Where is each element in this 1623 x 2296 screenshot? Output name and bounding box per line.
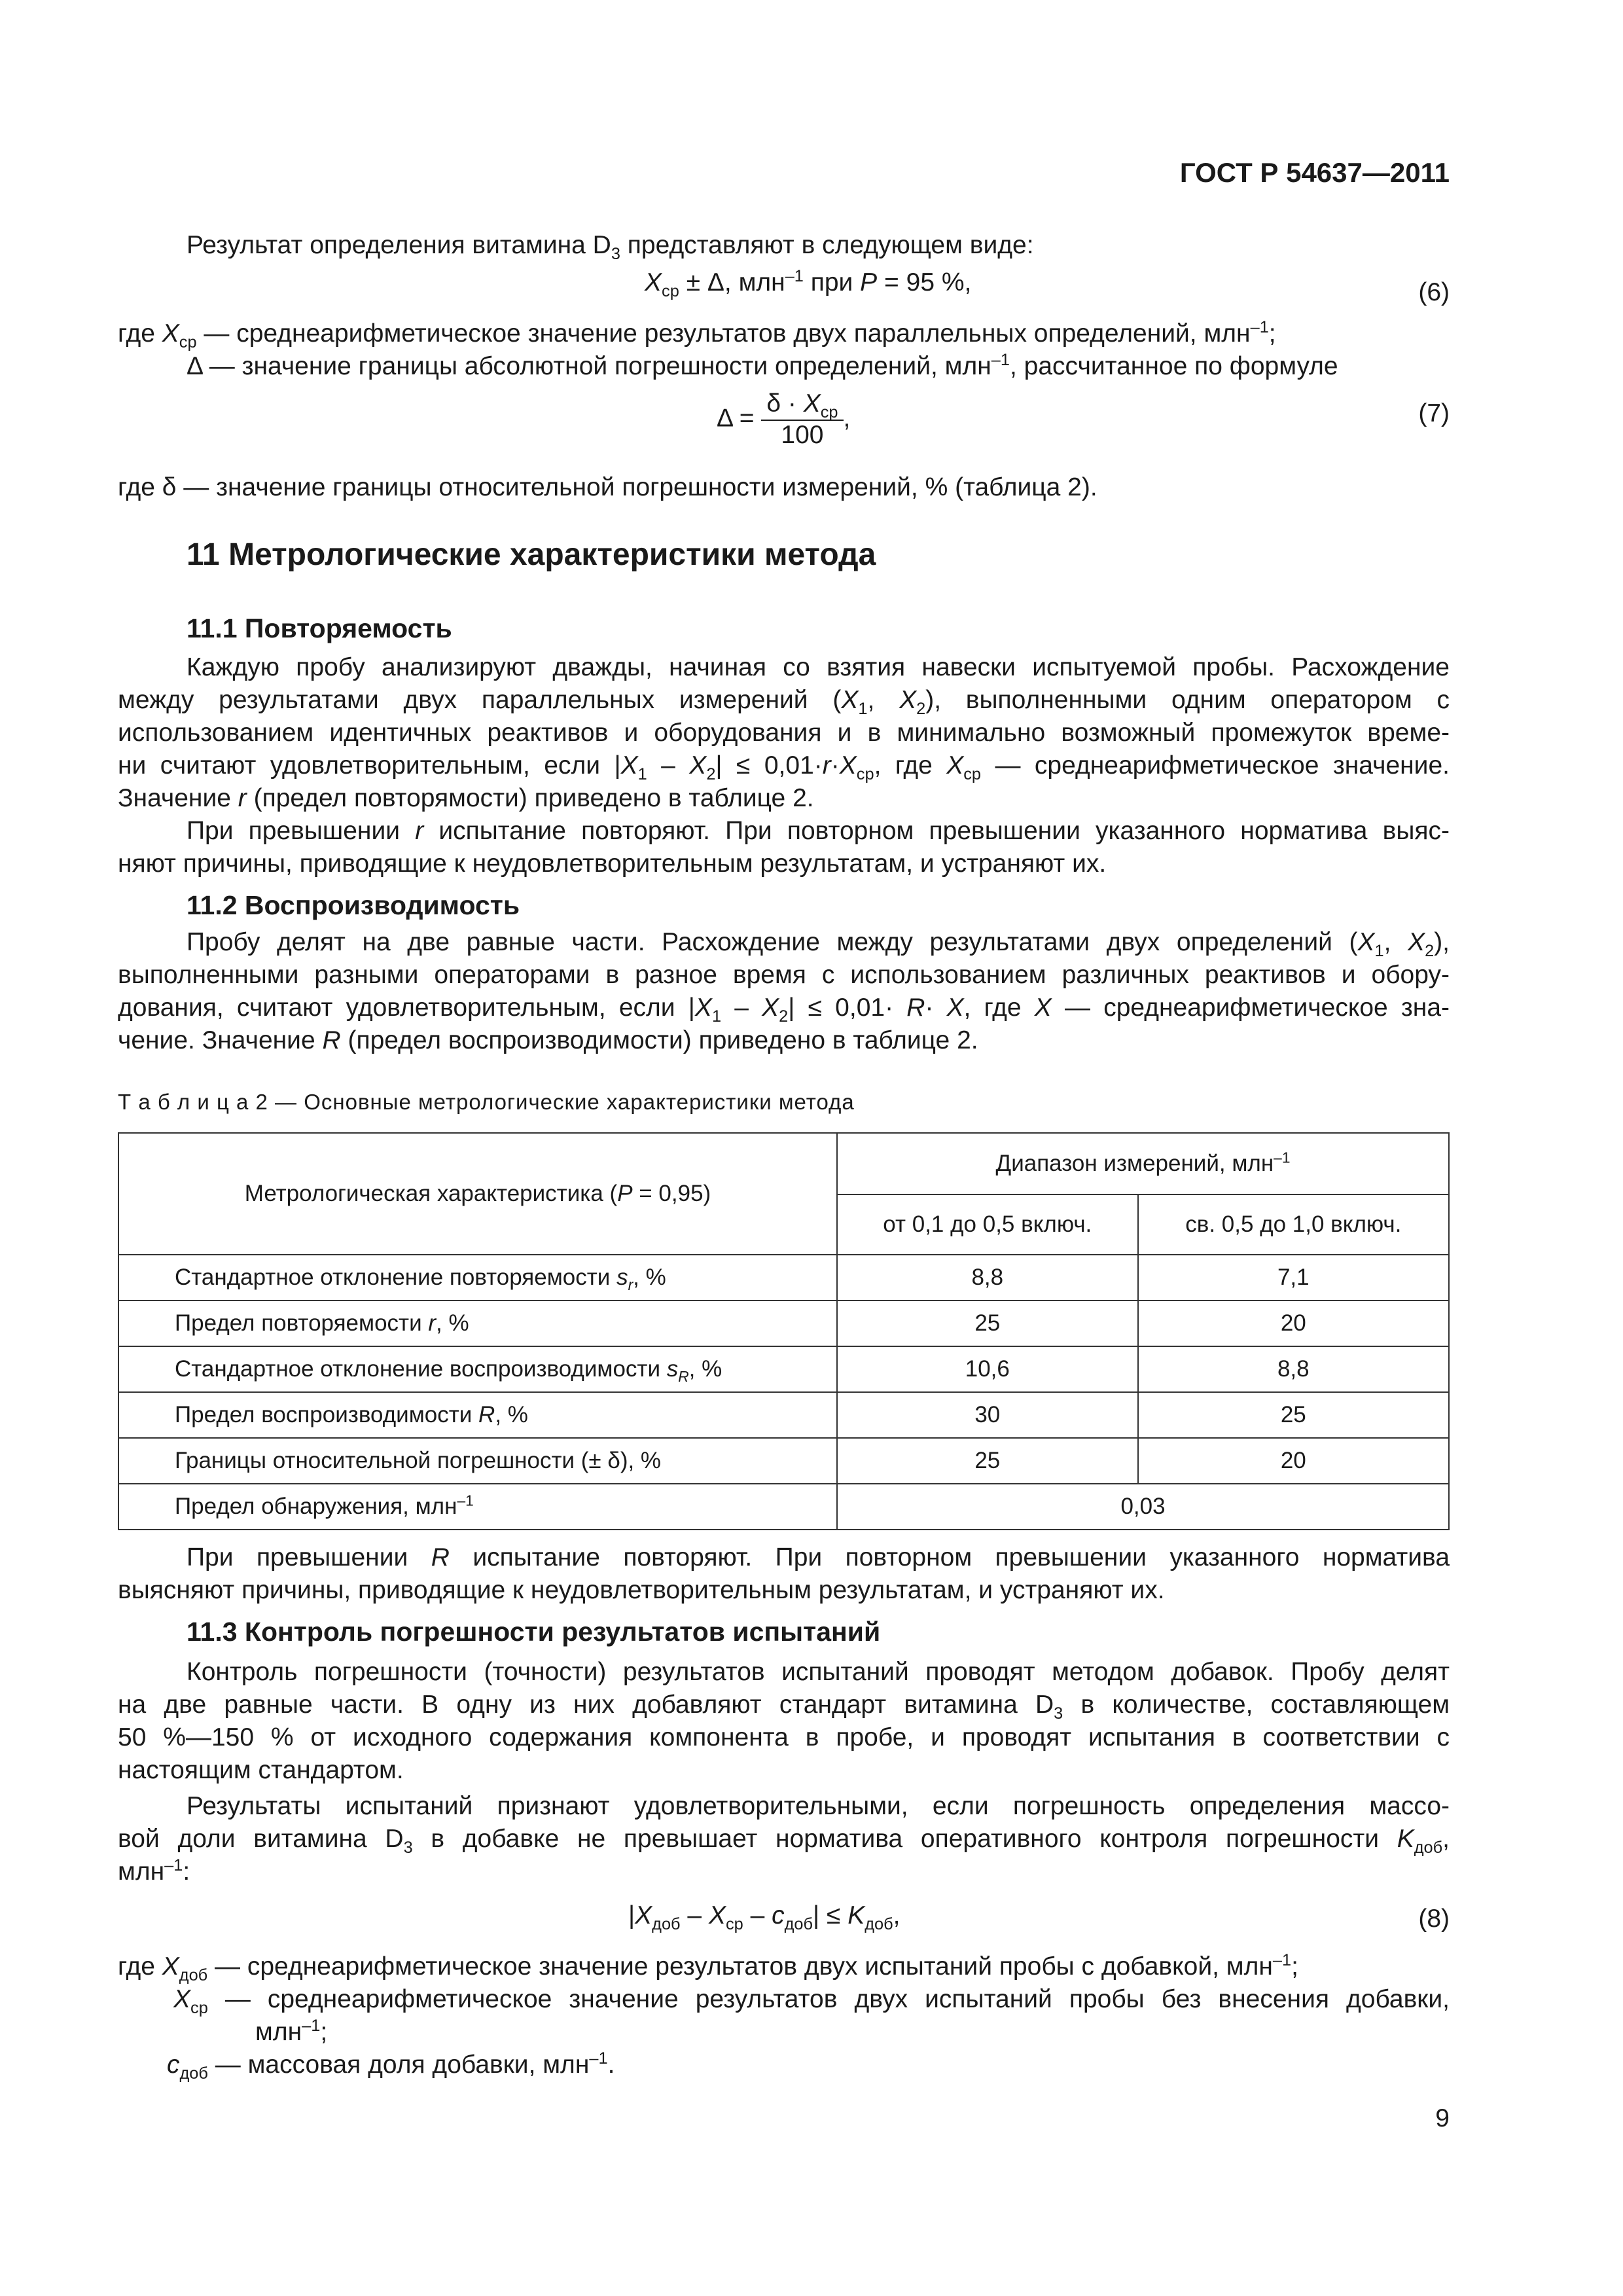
s11-1-line-7: няют причины, приводящие к неудовлетворительным результатам, и устраняют их. — [118, 850, 1107, 878]
where-delta: Δ — значение границы абсолютной погрешности определений, млн$^{-1}$, рассчитанное по формуле — [187, 351, 1338, 380]
s11-3-line-5: Результаты испытаний признают удовлетворительными, если погрешность определения массо- — [187, 1792, 1450, 1820]
s11-2-line-2: выполненными разными операторами в разное время с использованием различных реактивов и обору- — [118, 961, 1450, 989]
s11-2-line-4: чение. Значение R (предел воспроизводимости) приведено в таблице 2. — [118, 1026, 978, 1054]
s11-3-line-7: млн$^{-1}$: — [118, 1856, 190, 1886]
table-2 — [118, 1132, 1450, 1530]
s11-3-line-2: на две равные части. В одну из них добавляют стандарт витамина $D_3$ в количестве, составляющем — [118, 1691, 1450, 1723]
s11-3-line-4: настоящим стандартом. — [118, 1756, 404, 1784]
table-row — [118, 1300, 1449, 1346]
s11-1-line-4: ни считают удовлетворительным, если $|X_1 - X_2| \le 0,01\cdot r\cdot X_{ср}$, где $X_{ср}$ — среднеарифметическое значение. — [118, 751, 1450, 783]
table-row — [118, 1438, 1449, 1484]
formula-6-number: (6) — [1418, 278, 1450, 306]
table-row — [118, 1346, 1449, 1392]
section-11-2-title: 11.2 Воспроизводимость — [187, 890, 520, 920]
row-value-2: 7,1 — [1138, 1255, 1449, 1300]
row-value-2: 20 — [1138, 1438, 1449, 1484]
after-table-line-1: При превышении R испытание повторяют. При повторном превышении указанного норматива — [187, 1543, 1450, 1571]
row-name: Предел воспроизводимости R, % — [118, 1392, 837, 1438]
s11-1-line-2: между результатами двух параллельных измерений ($X_1$, $X_2$), выполненными одним оператором с — [118, 686, 1450, 718]
formula-7-number: (7) — [1418, 399, 1450, 427]
table-row — [118, 1392, 1449, 1438]
where-xdob: где $X_{доб}$ — среднеарифметическое значение результатов двух испытаний пробы с добавкой, млн$^{-1}$; — [118, 1951, 1298, 1984]
s11-1-line-3: использованием идентичных реактивов и оборудования и в минимально возможный промежуток време- — [118, 719, 1450, 747]
where-small-delta: где δ — значение границы относительной погрешности измерений, % (таблица 2). — [118, 473, 1097, 501]
section-11-title: 11 Метрологические характеристики метода — [187, 537, 876, 572]
page-number: 9 — [1435, 2104, 1450, 2132]
section-11-1-title: 11.1 Повторяемость — [187, 613, 452, 643]
row-value-2: 20 — [1138, 1300, 1449, 1346]
s11-2-line-3: дования, считают удовлетворительным, если $|X_1 - X_2| \le 0,01\cdot R\cdot X$, где X — среднеарифметическое зна- — [118, 994, 1450, 1026]
s11-1-line-1: Каждую пробу анализируют дважды, начиная со взятия навески испытуемой пробы. Расхождение — [187, 653, 1450, 681]
formula-8: $|X_{доб} - X_{ср} - c_{доб}| \le K_{доб}$, — [628, 1901, 901, 1933]
standard-code: ГОСТ Р 54637—2011 — [1179, 157, 1450, 188]
row-name: Предел обнаружения, млн$^{-1}$ — [118, 1484, 837, 1530]
table-head-characteristic: Метрологическая характеристика (P = 0,95) — [118, 1133, 837, 1255]
row-name: Предел повторяемости r, % — [118, 1300, 837, 1346]
where-xcp: где $X_{ср}$ — среднеарифметическое значение результатов двух параллельных определений, млн$^{-1}$; — [118, 318, 1276, 351]
table-row — [118, 1255, 1449, 1300]
row-value-1: 30 — [837, 1392, 1138, 1438]
where-xcp-2-cont: млн$^{-1}$; — [255, 2017, 328, 2046]
row-value-merged: 0,03 — [837, 1484, 1449, 1530]
formula-7: Δ = $\frac{\delta \cdot X_{ср}}{100}$ , — [717, 389, 851, 449]
row-name: Стандартное отклонение повторяемости $s_r$, % — [118, 1255, 837, 1300]
where-xcp-2: $X_{ср}$ — среднеарифметическое значение результатов двух испытаний пробы без внесения добавки, — [173, 1985, 1450, 2017]
row-name: Стандартное отклонение воспроизводимости $s_R$, % — [118, 1346, 837, 1392]
formula-6: $X_{ср} \pm \Delta$, млн$^{-1}$ при P = 95 %, — [645, 267, 972, 300]
row-value-1: 25 — [837, 1438, 1138, 1484]
table-head-range-1: от 0,1 до 0,5 включ. — [837, 1194, 1138, 1255]
row-value-2: 25 — [1138, 1392, 1449, 1438]
after-table-line-2: выясняют причины, приводящие к неудовлетворительным результатам, и устраняют их. — [118, 1576, 1165, 1604]
row-value-2: 8,8 — [1138, 1346, 1449, 1392]
s11-3-line-6: вой доли витамина $D_3$ в добавке не превышает норматива оперативного контроля погрешности $K_{доб}$, — [118, 1825, 1450, 1857]
intro-line: Результат определения витамина $D_3$ представляют в следующем виде: — [187, 231, 1034, 263]
s11-3-line-1: Контроль погрешности (точности) результатов испытаний проводят методом добавок. Пробу делят — [187, 1658, 1450, 1686]
table-2-caption: Т а б л и ц а 2 — Основные метрологические характеристики метода — [118, 1090, 855, 1114]
s11-1-line-6: При превышении r испытание повторяют. При повторном превышении указанного норматива выяс- — [187, 817, 1450, 845]
s11-2-line-1: Пробу делят на две равные части. Расхождение между результатами двух определений ($X_1$, $X_2$), — [187, 928, 1450, 960]
row-value-1: 8,8 — [837, 1255, 1138, 1300]
s11-1-line-5: Значение r (предел повторямости) приведено в таблице 2. — [118, 784, 814, 812]
row-value-1: 25 — [837, 1300, 1138, 1346]
table-row — [118, 1484, 1449, 1530]
formula-8-number: (8) — [1418, 1905, 1450, 1933]
row-name: Границы относительной погрешности (± δ), % — [118, 1438, 837, 1484]
table-head-range: Диапазон измерений, млн$^{-1}$ — [837, 1133, 1449, 1194]
table-head-range-2: св. 0,5 до 1,0 включ. — [1138, 1194, 1449, 1255]
s11-3-line-3: 50 %—150 % от исходного содержания компонента в пробе, и проводят испытания в соответствии с — [118, 1723, 1450, 1751]
section-11-3-title: 11.3 Контроль погрешности результатов испытаний — [187, 1617, 881, 1647]
where-cdob: $c_{доб}$ — массовая доля добавки, млн$^{-1}$. — [167, 2049, 615, 2083]
row-value-1: 10,6 — [837, 1346, 1138, 1392]
